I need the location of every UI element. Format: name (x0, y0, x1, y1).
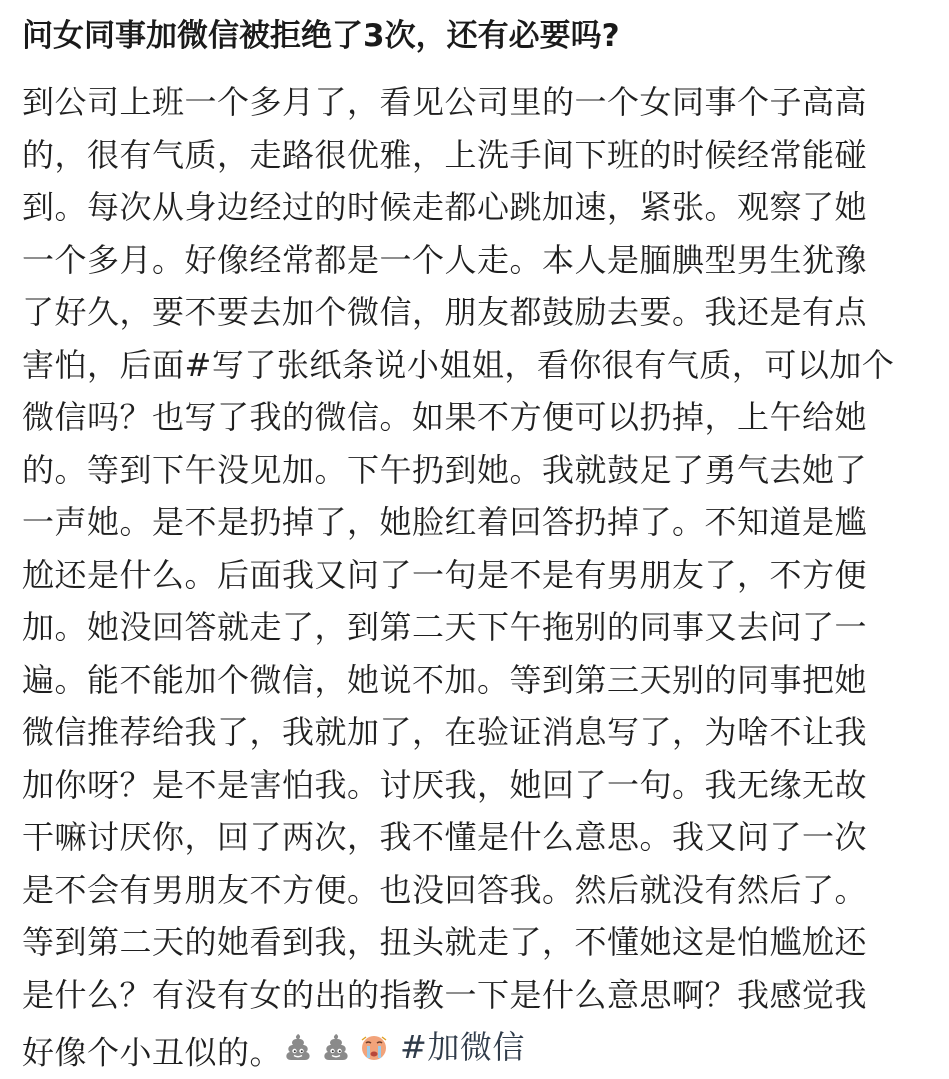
body-line: 了好久，要不要去加个微信，朋友都鼓励去要。我还是有点 (22, 293, 868, 331)
poop-emoji-icon (282, 1031, 314, 1063)
body-line: 是不会有男朋友不方便。也没回答我。然后就没有然后了。 (22, 870, 868, 909)
body-line: 干嘛讨厌你，回了两次，我不懂是什么意思。我又问了一次 (22, 818, 868, 856)
body-last-text: 好像个小丑似的。 (22, 1033, 283, 1072)
body-line: 的，很有气质，走路很优雅，上洗手间下班的时候经常能碰 (22, 135, 868, 174)
body-line: 微信推荐给我了，我就加了，在验证消息写了，为啥不让我 (22, 713, 868, 751)
body-line: 遍。能不能加个微信，她说不加。等到第三天别的同事把她 (22, 660, 868, 699)
body-line: 尬还是什么。后面我又问了一句是不是有男朋友了，不方便 (22, 555, 868, 594)
poop-emoji-icon (320, 1031, 352, 1063)
body-last-line (22, 1021, 927, 1074)
crying-face-emoji-icon (358, 1031, 390, 1063)
body-line: 加你呀？是不是害怕我。讨厌我，她回了一句。我无缘无故 (22, 765, 868, 804)
hashtag-link[interactable]: #加微信 (400, 1028, 525, 1066)
body-line: 一个多月。好像经常都是一个人走。本人是腼腆型男生犹豫 (22, 240, 868, 279)
body-line: 等到第二天的她看到我，扭头就走了，不懂她这是怕尴尬还 (22, 923, 868, 961)
body-line: 微信吗？也写了我的微信。如果不方便可以扔掉，上午给她 (22, 398, 868, 436)
body-line: 到。每次从身边经过的时候走都心跳加速，紧张。观察了她 (22, 188, 868, 226)
post-body (22, 76, 927, 1074)
body-line: 的。等到下午没见加。下午扔到她。我就鼓足了勇气去她了 (22, 450, 868, 489)
body-line: 是什么？有没有女的出的指教一下是什么意思啊？我感觉我 (22, 975, 868, 1014)
emoji-group (282, 1021, 525, 1074)
body-line: 到公司上班一个多月了，看见公司里的一个女同事个子高高 (22, 83, 868, 121)
body-line: 害怕，后面#写了张纸条说小姐姐，看你很有气质，可以加个 (22, 345, 895, 384)
body-line: 加。她没回答就走了，到第二天下午拖别的同事又去问了一 (22, 608, 868, 646)
post-title: 问女同事加微信被拒绝了3次，还有必要吗? (22, 18, 620, 54)
body-line: 一声她。是不是扔掉了，她脸红着回答扔掉了。不知道是尴 (22, 503, 868, 541)
